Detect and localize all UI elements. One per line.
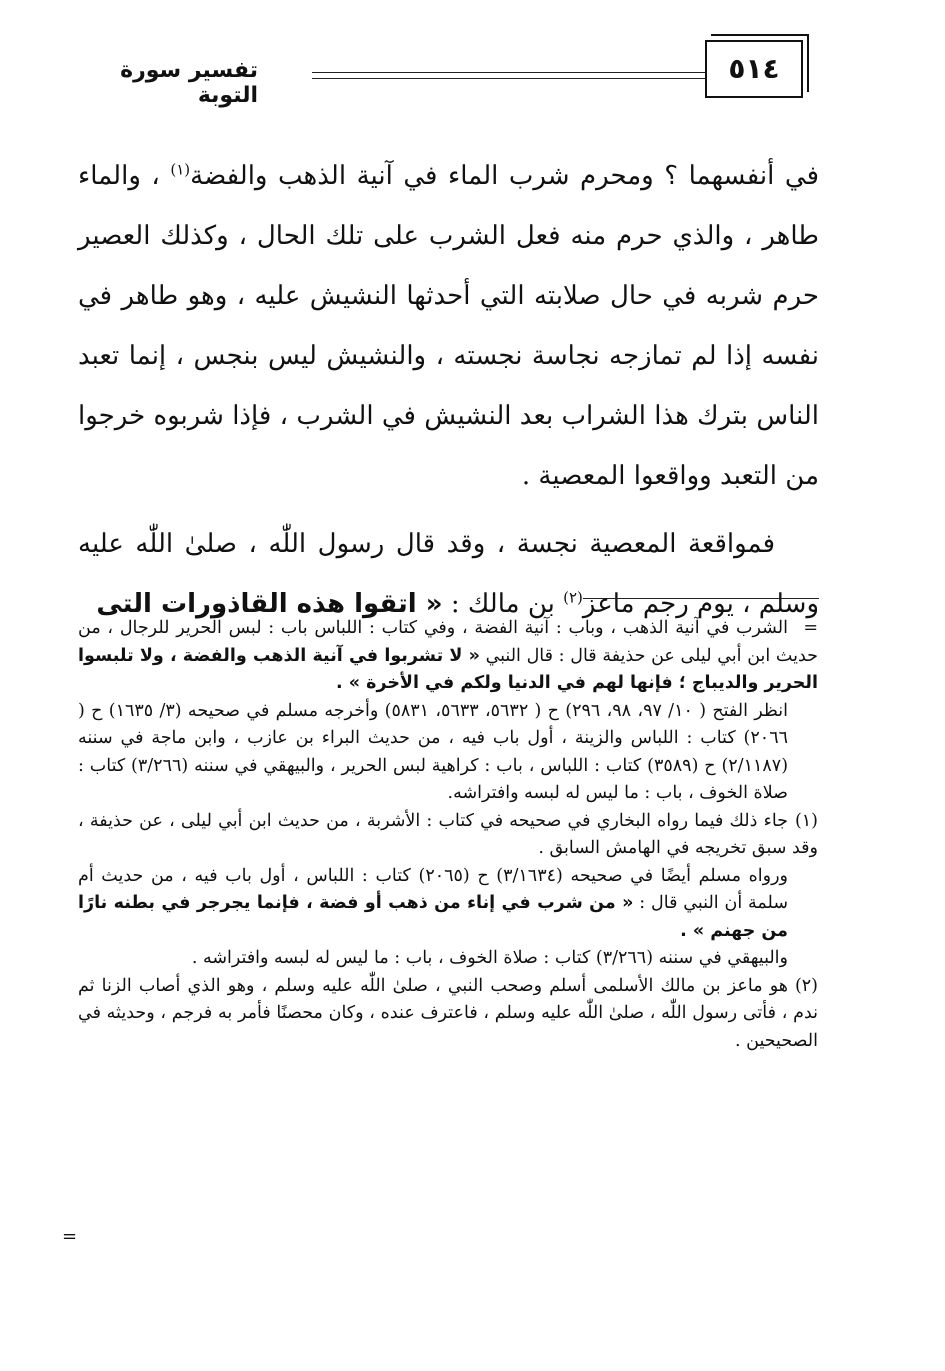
footnote-mark: (١)	[794, 810, 818, 831]
footnote-ref: (١)	[170, 160, 191, 179]
footnote-text: الشرب في آنية الذهب ، وباب : آنية الفضة ، وفي كتاب : اللباس باب : لبس الحرير للرجال ، من حديث ابن أبي ليلى عن حذيفة قال : قال النبي	[78, 618, 818, 666]
main-paragraph	[78, 146, 819, 506]
footnote	[78, 808, 818, 863]
footnote-continuation: والبيهقي في سننه (٣/٢٦٦) كتاب : صلاة الخوف ، باب : ما ليس له لبسه وافتراشه .	[191, 948, 788, 968]
footnote-mark: (٢)	[794, 975, 818, 996]
footnote-divider	[583, 598, 819, 599]
header-rule	[312, 72, 707, 73]
hadith-quote: « من شرب في إناء من ذهب أو فضة ، فإنما يجرجر في بطنه نارًا من جهنم » .	[78, 893, 788, 941]
footnote-continuation: انظر الفتح ( ١٠/ ٩٧، ٩٨، ٢٩٦) ح ( ٥٦٣٢، ٥٦٣٣، ٥٨٣١) وأخرجه مسلم في صحيحه (٣/ ١٦٣٥) ح ( ٢٠٦٦) كتاب : اللباس والزينة ، أول باب فيه ، من حديث البراء بن عازب ، وابن ماجة في سننه (٢/١١٨٧) ح (٣٥٨٩) كتاب : اللباس ، باب : كراهية لبس الحرير ، والبيهقي في سننه (٣/٢٦٦) كتاب : صلاة الخوف ، باب : ما ليس له لبسه وافتراشه.	[78, 700, 789, 803]
footnotes	[78, 615, 818, 1055]
text-run: في أنفسهما ؟ ومحرم شرب الماء في آنية الذهب والفضة	[190, 161, 819, 191]
hadith-quote: « لا تشربوا في آنية الذهب والفضة ، ولا تلبسوا الحرير والديباج ؛ فإنها لهم في الدنيا ولكم في الأخرة » .	[78, 645, 818, 693]
footnote-text: جاء ذلك فيما رواه البخاري في صحيحه في كتاب : الأشربة ، من حديث ابن أبي ليلى ، عن حذيفة ، وقد سبق تخريجه في الهامش السابق .	[78, 810, 818, 858]
text-run: بن مالك :	[442, 589, 564, 619]
footnote	[78, 973, 818, 1056]
running-header-title: تفسير سورة التوبة	[120, 58, 258, 108]
footnote-ref: (٢)	[563, 588, 583, 607]
text-run: ، والماء طاهر ، والذي حرم منه فعل الشرب على تلك الحال ، وكذلك العصير حرم شربه في حال صلابته التي أحدثها النشيش عليه ، وهو طاهر في نفسه إذا لم تمازجه نجاسة نجسته ، والنشيش ليس بنجس ، إنما تعبد الناس بترك هذا الشراب بعد النشيش في الشرب ، فإذا شربوه خرجوا من التعبد وواقعوا المعصية .	[78, 161, 819, 491]
header-rule	[312, 78, 707, 79]
footnote-text: هو ماعز بن مالك الأسلمى أسلم وصحب النبي ، صلىٰ اللّٰه عليه وسلم ، وهو الذي أصاب الزنا ثم ندم ، فأتى رسول اللّٰه ، صلىٰ اللّٰه عليه وسلم ، فاعترف عنده ، وكان محصنًا فأمر به فرجم ، وحديثه في الصحيحين .	[78, 975, 818, 1051]
hadith-quote: « اتقوا هذه القاذورات التى	[96, 589, 443, 619]
footnote	[78, 615, 818, 698]
footnote-text: ورواه مسلم أيضًا في صحيحه (٣/١٦٣٤) ح (٢٠٦٥) كتاب : اللباس ، أول باب فيه ، من حديث أم سلمة أن النبي قال :	[78, 865, 789, 913]
text-run: فمواقعة المعصية نجسة ، وقد قال رسول اللّٰه ، صلىٰ اللّٰه عليه وسلم ، يوم رجم ماعز	[78, 529, 819, 619]
continuation-mark: =	[62, 1226, 78, 1247]
page-number: ٥١٤	[728, 52, 780, 85]
footnote-continuation	[78, 863, 818, 946]
main-text	[78, 146, 819, 634]
footnote-mark: =	[803, 618, 818, 638]
page-number-box	[705, 40, 803, 98]
